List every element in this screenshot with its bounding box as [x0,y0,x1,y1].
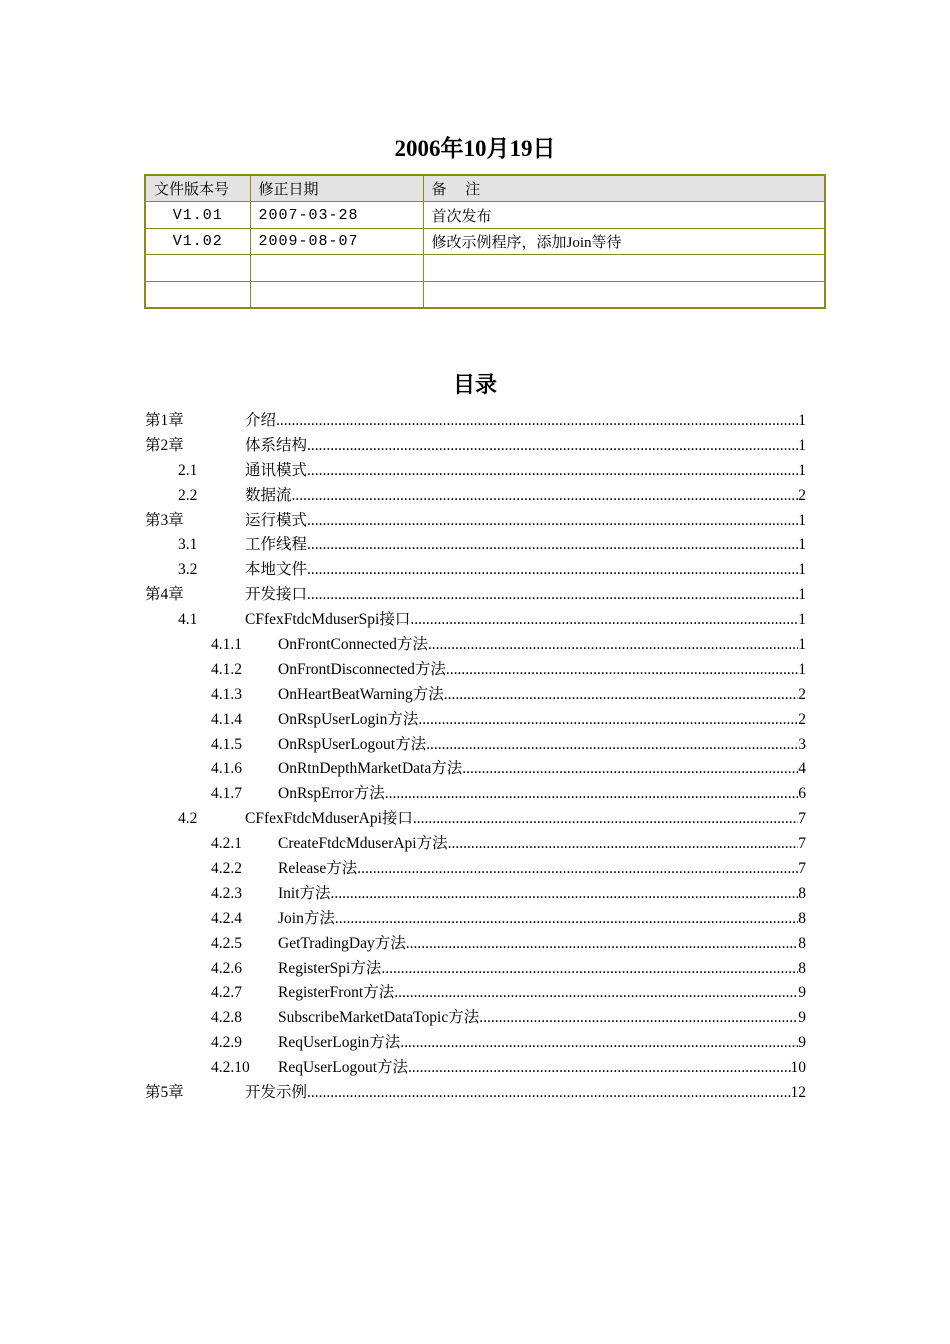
toc-entry-title: Init方法 [278,884,331,902]
toc-dot-leader [331,882,799,907]
toc-entry[interactable] [145,533,806,558]
toc-entry[interactable] [145,1081,806,1106]
toc-dot-leader [381,957,798,982]
toc-entry-number: 4.1.5 [211,735,242,753]
header-remark: 备 注 [423,175,825,202]
toc-dot-leader [307,533,798,558]
toc-dot-leader [292,484,799,509]
toc-dot-leader [408,1056,790,1081]
toc-entry-number: 2.1 [178,461,198,479]
header-date: 修正日期 [250,175,423,202]
toc-entry[interactable] [145,1006,806,1031]
toc-entry-title: 数据流 [245,486,292,504]
toc-entry[interactable] [145,733,806,758]
toc-entry-page: 1 [798,511,806,529]
header-version: 文件版本号 [145,175,250,202]
toc-entry-number: 第2章 [145,436,184,454]
toc-dot-leader [400,1031,798,1056]
toc-entry-number: 3.1 [178,536,198,554]
toc-entry-title: OnFrontConnected方法 [278,636,428,654]
revision-version: V1.01 [145,202,250,228]
toc-entry-title: 工作线程 [245,536,308,554]
toc-title: 目录 [452,372,497,397]
toc-entry-title: OnHeartBeatWarning方法 [278,685,444,703]
toc-dot-leader [385,782,798,807]
toc-entry-page: 7 [798,810,806,828]
toc-dot-leader [426,733,798,758]
toc-entry[interactable] [145,509,806,534]
toc-entry-page: 12 [790,1084,806,1102]
toc-entry-page: 8 [798,959,806,977]
toc-entry-title: SubscribeMarketDataTopic方法 [278,1009,480,1027]
revision-version [145,281,250,308]
revision-date [250,255,423,281]
toc-entry-number: 第4章 [145,586,184,604]
toc-dot-leader [462,757,798,782]
revision-row-empty [145,255,825,281]
toc-entry-page: 9 [798,1009,806,1027]
toc-entry-title: 介绍 [245,412,277,429]
toc-entry-page: 1 [798,660,806,678]
toc-entry-number: 4.2.1 [211,835,242,853]
toc-entry-title: OnRspUserLogin方法 [278,710,419,728]
toc-entry-title: 开发示例 [245,1084,308,1102]
toc-dot-leader [479,1006,798,1031]
toc-entry-title: Join方法 [278,909,335,927]
toc-entry[interactable] [145,832,806,857]
revision-remark: 首次发布 [423,202,825,228]
toc-entry-title: OnFrontDisconnected方法 [278,660,446,678]
toc-dot-leader [410,608,798,633]
toc-entry-number: 4.2.4 [211,909,242,927]
toc-entry-number: 4.2.7 [211,984,242,1002]
toc-dot-leader [406,932,799,957]
toc-entry-page: 9 [798,984,806,1002]
revision-date: 2009-08-07 [250,228,423,254]
toc-dot-leader [307,434,798,459]
toc-entry-number: 4.2 [178,810,198,828]
revision-row [145,202,825,228]
toc-entry-title: RegisterFront方法 [278,984,395,1002]
toc-entry-page: 1 [798,611,806,629]
toc-entry-number: 第1章 [145,412,184,429]
toc-entry-page: 1 [798,586,806,604]
toc-entry-number: 4.2.5 [211,934,242,952]
revision-remark [423,281,825,308]
toc-entry[interactable] [145,484,806,509]
toc-entry-number: 4.2.10 [211,1059,250,1077]
toc-entry-number: 2.2 [178,486,198,504]
toc-entry-number: 4.2.3 [211,884,242,902]
toc-entry[interactable] [145,932,806,957]
toc-dot-leader [357,857,798,882]
toc-entry-page: 2 [798,685,806,703]
toc-entry-page: 2 [798,486,806,504]
revision-table-header-row [145,175,825,202]
revision-row-empty [145,281,825,308]
toc-dot-leader [276,409,798,434]
revision-date: 2007-03-28 [250,202,423,228]
toc-entry-title: OnRspError方法 [278,785,385,803]
revision-history-table [144,174,826,309]
toc-entry-page: 10 [790,1059,806,1077]
toc-entry-page: 7 [798,835,806,853]
toc-entry[interactable] [145,1056,806,1081]
toc-entry-page: 8 [798,934,806,952]
toc-entry[interactable] [145,608,806,633]
toc-entry-page: 1 [798,561,806,579]
toc-entry-title: OnRspUserLogout方法 [278,735,427,753]
toc-entry[interactable] [145,782,806,807]
toc-entry-title: ReqUserLogout方法 [278,1059,409,1077]
toc-entry[interactable] [145,907,806,932]
toc-entry-number: 4.2.2 [211,860,242,878]
toc-dot-leader [307,509,798,534]
toc-entry-number: 第3章 [145,511,184,529]
toc-entry-number: 4.1.3 [211,685,242,703]
toc-entry[interactable] [145,583,806,608]
toc-entry-title: CreateFtdcMduserApi方法 [278,835,448,853]
toc-dot-leader [428,633,798,658]
toc-entry-page: 3 [798,735,806,753]
toc-entry[interactable] [145,558,806,583]
toc-entry-page: 8 [798,909,806,927]
toc-dot-leader [444,683,798,708]
toc-entry-number: 4.1.6 [211,760,242,778]
revision-version: V1.02 [145,228,250,254]
toc-dot-leader [307,459,798,484]
toc-dot-leader [394,981,798,1006]
toc-entry[interactable] [145,409,806,434]
toc-entry-number: 4.2.9 [211,1034,242,1052]
toc-entry-title: CFfexFtdcMduserApi接口 [245,810,413,828]
toc-dot-leader [335,907,798,932]
toc-entry[interactable] [145,434,806,459]
revision-date [250,281,423,308]
toc-entry-title: 本地文件 [245,561,308,579]
toc-entry-number: 4.1.2 [211,660,242,678]
toc-entry[interactable] [145,658,806,683]
toc-entry-number: 4.2.6 [211,959,242,977]
toc-dot-leader [418,708,798,733]
toc-entry-page: 9 [798,1034,806,1052]
toc-dot-leader [307,1081,790,1106]
toc-entry-page: 6 [798,785,806,803]
toc-entry-number: 4.2.8 [211,1009,242,1027]
toc-entry[interactable] [145,683,806,708]
revision-remark: 修改示例程序，添加Join等待 [423,228,825,254]
toc-entry-number: 3.2 [178,561,198,579]
toc-entry-page: 1 [798,636,806,654]
toc-entry-number: 4.1.4 [211,710,242,728]
toc-entry[interactable] [145,957,806,982]
toc-entry[interactable] [145,633,806,658]
toc-entry-number: 4.1 [178,611,198,629]
toc-entry[interactable] [145,882,806,907]
toc-entry-page: 1 [798,436,806,454]
toc-entry[interactable] [145,857,806,882]
toc-dot-leader [413,807,798,832]
toc-entry-title: 运行模式 [245,511,308,529]
document-date-title: 2006年10月19日 [394,136,556,161]
toc-entry-title: ReqUserLogin方法 [278,1034,401,1052]
toc-entry-title: 开发接口 [245,586,308,604]
toc-entry-title: GetTradingDay方法 [278,934,406,952]
toc-entry-title: CFfexFtdcMduserSpi接口 [245,611,411,629]
toc-entry[interactable] [145,981,806,1006]
toc-entry-number: 第5章 [145,1084,184,1102]
toc-entry-title: 体系结构 [245,436,308,454]
toc-entry-page: 2 [798,710,806,728]
toc-entry[interactable] [145,459,806,484]
toc-entry-page: 7 [798,860,806,878]
toc-entry-title: Release方法 [278,860,358,878]
revision-version [145,255,250,281]
toc-dot-leader [307,558,798,583]
toc-entry-title: OnRtnDepthMarketData方法 [278,760,463,778]
toc-entry-page: 1 [798,461,806,479]
toc-dot-leader [448,832,799,857]
toc-entry-number: 4.1.1 [211,636,242,654]
toc-entry[interactable] [145,807,806,832]
revision-remark [423,255,825,281]
toc-entry[interactable] [145,757,806,782]
toc-dot-leader [307,583,798,608]
toc-entry[interactable] [145,708,806,733]
toc-entry-title: 通讯模式 [245,461,308,479]
toc-entry-page: 8 [798,884,806,902]
toc-entry-title: RegisterSpi方法 [278,959,382,977]
toc-entry-page: 1 [798,536,806,554]
table-of-contents [145,409,806,1106]
revision-row [145,228,825,254]
toc-dot-leader [446,658,798,683]
toc-entry[interactable] [145,1031,806,1056]
toc-entry-page: 1 [798,412,806,429]
toc-entry-number: 4.1.7 [211,785,242,803]
toc-entry-page: 4 [798,760,806,778]
